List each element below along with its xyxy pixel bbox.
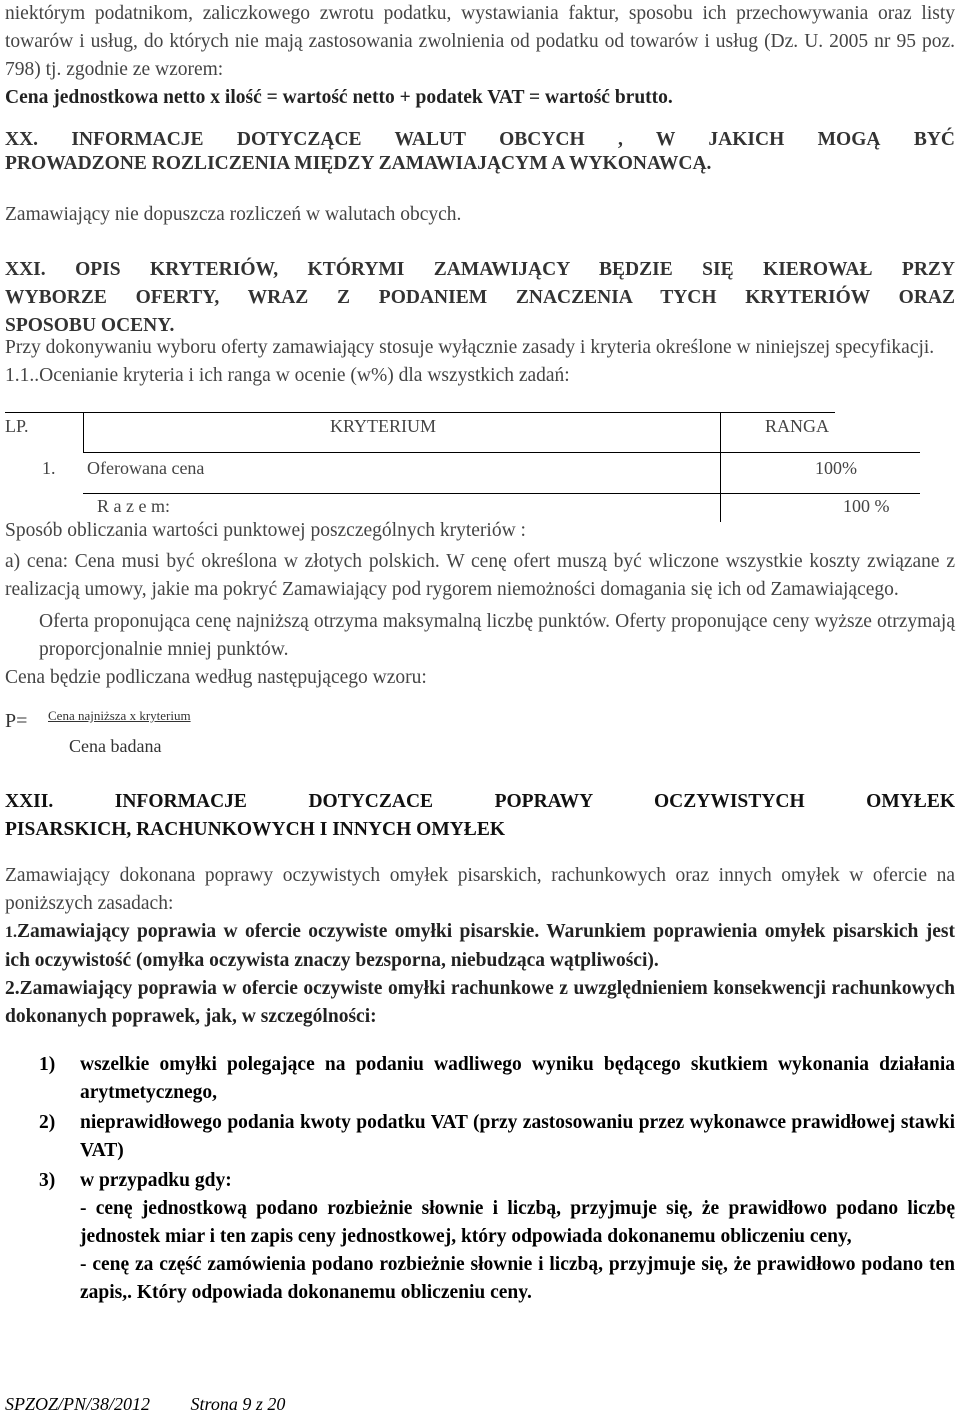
section-xx-body [5, 201, 955, 229]
footer-ref: SPZOZ/PN/38/2012 [5, 1394, 151, 1414]
item-a-paragraph: a) cena: Cena musi być określona w złotych polskich. W cenę ofert muszą być wliczone wszystkie koszty związane z realizacją umowy, jakie ma pokryć Zamawiający pod rygorem niemożności domagania się ich od Zamawiającego. [5, 551, 955, 600]
footer-page: Strona 9 z 20 [190, 1394, 286, 1414]
method-block [5, 517, 955, 692]
rule-1-text: Zamawiający poprawia w ofercie oczywiste omyłki pisarskie. Warunkiem poprawienia omyłek pisarskich jest ich oczywistość (omyłka oczywista znaczy bezsporna, niebudząca wątpliwości). [5, 921, 955, 971]
table-header-row [5, 416, 955, 440]
section-xx-text: Zamawiający nie dopuszcza rozliczeń w walutach obcych. [5, 204, 462, 225]
list-item-text: wszelkie omyłki polegające na podaniu wadliwego wyniku będącego skutkiem wykonania działania arytmetycznego, [80, 1054, 955, 1103]
row-lp: 1. [42, 458, 56, 478]
section-xx-heading-line2: PROWADZONE ROZLICZENIA MIĘDZY ZAMAWIAJĄCYM A WYKONAWCĄ. [5, 153, 712, 174]
section-xxii-heading [5, 788, 955, 844]
sub-item-2: - cenę za część zamówienia podano rozbieżnie słownie i liczbą, przyjmuje się, że prawidłowo podano ten zapis,. Który odpowiada dokonanemu obliczeniu ceny. [80, 1254, 955, 1303]
intro-paragraph: niektórym podatnikom, zaliczkowego zwrotu podatku, wystawiania faktur, sposobu ich przechowywania oraz listy towarów i usług, do których nie mają zastosowania zwolnienia od podatku od towarów i usług (Dz. U. 2005 nr 95 poz. 798) tj. zgodnie ze wzorem: [5, 3, 955, 80]
total-value: 100 % [843, 496, 890, 516]
vat-formula-line: Cena jednostkowa netto x ilość = wartość netto + podatek VAT = wartość brutto. [5, 87, 673, 108]
price-formula [5, 708, 405, 768]
list-item-text: w przypadku gdy: [80, 1170, 232, 1191]
list-item [5, 1051, 955, 1107]
criteria-table [5, 412, 955, 522]
header-lp: LP. [5, 416, 29, 436]
rule-1-num: 1. [5, 924, 17, 941]
table-row [5, 458, 955, 482]
indent-paragraph: Oferta proponująca cenę najniższą otrzyma maksymalną liczbę punktów. Oferty proponujące ceny wyższe otrzymają proporcjonalnie mniej punktów. [39, 611, 955, 660]
list-item [5, 1109, 955, 1165]
section-xxii-text: Zamawiający dokonana poprawy oczywistych omyłek pisarskich, rachunkowych oraz innych omyłek w ofercie na poniższych zasadach: [5, 865, 955, 914]
list-item-text: nieprawidłowego podania kwoty podatku VAT (przy zastosowaniu przez wykonawce prawidłowej stawki VAT) [80, 1112, 955, 1161]
intro-block [5, 0, 955, 112]
table-caption: 1.1..Ocenianie kryteria i ich ranga w ocenie (w%) dla wszystkich zadań: [5, 365, 570, 386]
correction-list [5, 1051, 955, 1307]
section-xx-heading [5, 128, 955, 176]
row-criterion: Oferowana cena [87, 458, 205, 478]
section-xxii-heading-line2: PISARSKICH, RACHUNKOWYCH I INNYCH OMYŁEK [5, 819, 505, 840]
section-xxi-heading [5, 256, 955, 340]
rule-2: 2.Zamawiający poprawia w ofercie oczywiste omyłki rachunkowe z uwzględnieniem konsekwencji rachunkowych dokonanych poprawek, jak, w szczególności: [5, 978, 955, 1027]
list-item-num: 1) [39, 1054, 56, 1075]
row-rank: 100% [815, 458, 857, 478]
section-xxii-heading-line1: XXII. INFORMACJE DOTYCZACE POPRAWY OCZYWISTYCH OMYŁEK [5, 791, 955, 812]
section-xxi-heading-line1: XXI. OPIS KRYTERIÓW, KTÓRYMI ZAMAWIJĄCY BĘDZIE SIĘ KIEROWAŁ PRZY [5, 259, 955, 280]
rule-1 [5, 918, 955, 975]
section-xxii-body [5, 862, 955, 1031]
page-footer [5, 1394, 285, 1415]
header-rank: RANGA [765, 416, 830, 436]
section-xxi-body [5, 334, 955, 390]
list-item [5, 1167, 955, 1195]
section-xxi-heading-line2: WYBORZE OFERTY, WRAZ Z PODANIEM ZNACZENIA TYCH KRYTERIÓW ORAZ [5, 287, 955, 308]
section-xxi-text: Przy dokonywaniu wyboru oferty zamawiający stosuje wyłącznie zasady i kryteria określone w niniejszej specyfikacji. [5, 337, 935, 358]
formula-intro: Cena będzie podliczana według następującego wzoru: [5, 667, 427, 688]
total-label: R a z e m: [97, 496, 170, 516]
formula-numerator: Cena najniższa x kryterium [48, 708, 191, 723]
list-item-num: 2) [39, 1112, 56, 1133]
sub-item-1: - cenę jednostkową podano rozbieżnie słownie i liczbą, przyjmuje się, że prawidłowo podano liczbę jednostek miar i ten zapis ceny jednostkowej, który odpowiada dokonanemu obliczeniu ceny, [80, 1198, 955, 1247]
list-item-num: 3) [39, 1170, 56, 1191]
method-label: Sposób obliczania wartości punktowej poszczególnych kryteriów : [5, 520, 526, 541]
formula-lhs: P= [5, 710, 28, 732]
section-xx-heading-line1: XX. INFORMACJE DOTYCZĄCE WALUT OBCYCH , W JAKICH MOGĄ BYĆ [5, 129, 955, 150]
formula-denominator: Cena badana [69, 736, 162, 756]
section-xxi-heading-line3: SPOSOBU OCENY. [5, 315, 175, 336]
header-criterion: KRYTERIUM [330, 416, 437, 436]
